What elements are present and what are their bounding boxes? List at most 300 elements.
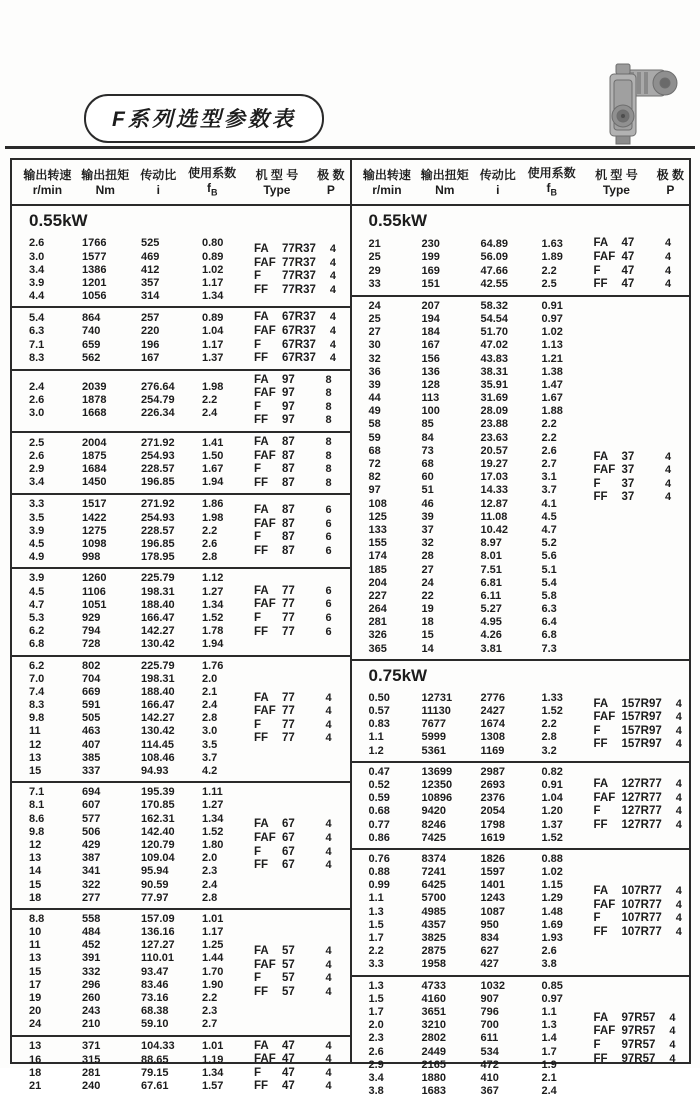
service-factor-value: 2.5 bbox=[541, 277, 557, 290]
ratio-value: 47.02 bbox=[480, 339, 509, 352]
speed-value: 13 bbox=[29, 751, 42, 764]
ratio-value: 79.15 bbox=[141, 1066, 169, 1079]
type-model: 37 bbox=[621, 491, 635, 504]
speed-value: 281 bbox=[368, 616, 387, 629]
torque-value: 1260 bbox=[82, 572, 107, 585]
table-row bbox=[369, 564, 594, 577]
torque-value: 260 bbox=[82, 992, 101, 1005]
poles-value: 8 bbox=[325, 387, 332, 400]
speed-value: 97 bbox=[368, 484, 381, 497]
service-factor-value: 2.7 bbox=[202, 1018, 218, 1031]
ratio-value: 120.79 bbox=[141, 838, 175, 851]
poles-value: 4 bbox=[664, 264, 672, 277]
ratio-value: 178.95 bbox=[141, 551, 175, 564]
ratio-value: 136.16 bbox=[141, 926, 175, 939]
torque-value: 371 bbox=[82, 1040, 101, 1053]
speed-value: 15 bbox=[29, 878, 42, 891]
speed-value: 365 bbox=[368, 642, 387, 655]
column-header-unit: r/min bbox=[372, 183, 402, 198]
speed-value: 12 bbox=[29, 838, 42, 851]
ratio-value: 58.32 bbox=[480, 299, 509, 312]
table-row bbox=[29, 1018, 254, 1031]
poles-value: 4 bbox=[325, 691, 332, 704]
left-table-body bbox=[12, 206, 350, 1097]
speed-value: 59 bbox=[368, 431, 381, 444]
type-row bbox=[594, 792, 700, 806]
type-prefix: FAF bbox=[593, 464, 616, 477]
type-model: 97R57 bbox=[621, 1052, 656, 1065]
speed-value: 6.8 bbox=[29, 638, 45, 651]
ratio-value: 1169 bbox=[480, 744, 505, 757]
table-row bbox=[369, 392, 594, 405]
type-model: 47 bbox=[621, 264, 635, 277]
torque-value: 199 bbox=[421, 251, 440, 264]
speed-value: 39 bbox=[368, 378, 381, 391]
type-model: 97R57 bbox=[621, 1038, 656, 1051]
type-designation bbox=[254, 719, 295, 733]
type-designation bbox=[594, 451, 635, 465]
ratio-value: 23.88 bbox=[480, 418, 509, 431]
type-model: 97R57 bbox=[621, 1025, 656, 1038]
type-model: 87 bbox=[282, 449, 295, 462]
type-prefix: FF bbox=[254, 625, 269, 638]
service-factor-value: 1.52 bbox=[541, 705, 563, 718]
speed-value: 0.50 bbox=[368, 691, 390, 704]
torque-value: 243 bbox=[82, 1005, 101, 1018]
torque-value: 22 bbox=[421, 589, 434, 602]
poles-value: 4 bbox=[675, 738, 682, 751]
type-model: 127R77 bbox=[621, 805, 662, 818]
column-header bbox=[473, 168, 522, 197]
torque-value: 207 bbox=[421, 299, 440, 312]
service-factor-value: 0.97 bbox=[541, 992, 563, 1005]
right-table-body bbox=[352, 206, 690, 1101]
table-row bbox=[369, 603, 594, 616]
type-model: 107R77 bbox=[621, 885, 662, 898]
service-factor-value: 1.04 bbox=[541, 792, 563, 805]
speed-value: 21 bbox=[29, 1079, 42, 1092]
type-row bbox=[594, 1025, 694, 1039]
type-model: 77 bbox=[282, 598, 295, 611]
type-designation bbox=[594, 698, 662, 712]
type-prefix: FA bbox=[254, 1039, 269, 1052]
table-row bbox=[29, 512, 254, 525]
type-row bbox=[254, 450, 350, 464]
speed-value: 25 bbox=[368, 312, 381, 325]
ratio-value: 2693 bbox=[480, 778, 505, 791]
ratio-value: 142.27 bbox=[141, 712, 175, 725]
speed-value: 0.99 bbox=[368, 879, 390, 892]
poles-value: 6 bbox=[325, 517, 332, 530]
torque-value: 169 bbox=[421, 264, 440, 277]
column-header bbox=[183, 166, 242, 199]
type-row bbox=[594, 698, 700, 712]
service-factor-value: 2.6 bbox=[202, 538, 218, 551]
type-row bbox=[594, 725, 700, 739]
type-prefix: F bbox=[254, 463, 262, 476]
poles-value: 4 bbox=[329, 283, 336, 296]
speed-value: 227 bbox=[368, 589, 387, 602]
table-right-column bbox=[352, 160, 690, 1098]
speed-value: 12 bbox=[29, 738, 42, 751]
speed-value: 1.3 bbox=[368, 905, 384, 918]
table-row bbox=[369, 537, 594, 550]
poles-value: 4 bbox=[329, 270, 336, 283]
ratio-value: 796 bbox=[480, 1005, 499, 1018]
ratio-value: 95.94 bbox=[141, 865, 169, 878]
speed-value: 16 bbox=[29, 1053, 42, 1066]
service-factor-value: 2.4 bbox=[541, 1085, 557, 1098]
torque-value: 156 bbox=[421, 352, 440, 365]
poles-value: 4 bbox=[664, 237, 672, 250]
speed-value: 13 bbox=[29, 1040, 42, 1053]
type-model: 47 bbox=[282, 1080, 295, 1093]
torque-value: 194 bbox=[421, 312, 440, 325]
type-designation bbox=[254, 945, 295, 959]
group-values bbox=[12, 437, 254, 490]
ratio-value: 410 bbox=[480, 1071, 499, 1084]
type-row bbox=[594, 478, 690, 492]
ratio-value: 276.64 bbox=[141, 381, 175, 394]
table-row bbox=[369, 980, 594, 993]
speed-value: 3.8 bbox=[368, 1085, 384, 1098]
type-prefix: F bbox=[254, 270, 262, 283]
speed-value: 1.7 bbox=[368, 932, 384, 945]
column-header-unit: Nm bbox=[435, 183, 455, 198]
table-row bbox=[29, 538, 254, 551]
service-factor-value: 1.01 bbox=[202, 912, 224, 925]
ratio-value: 1401 bbox=[480, 879, 505, 892]
service-factor-value: 5.2 bbox=[541, 537, 557, 550]
torque-value: 1880 bbox=[421, 1071, 446, 1084]
type-designation bbox=[594, 237, 635, 251]
torque-value: 10896 bbox=[421, 792, 453, 805]
speed-value: 18 bbox=[29, 891, 42, 904]
type-model: 77 bbox=[282, 691, 295, 704]
ratio-value: 412 bbox=[141, 263, 160, 276]
column-header-name: 机 型 号 bbox=[595, 168, 638, 183]
type-model: 97R57 bbox=[621, 1011, 656, 1024]
torque-value: 85 bbox=[421, 418, 434, 431]
torque-value: 669 bbox=[82, 685, 101, 698]
table-row bbox=[369, 853, 594, 866]
poles-value: 4 bbox=[675, 724, 682, 737]
torque-value: 2004 bbox=[82, 436, 107, 449]
type-model: 47 bbox=[621, 250, 635, 263]
speed-value: 2.3 bbox=[368, 1032, 384, 1045]
type-model: 77R37 bbox=[282, 243, 316, 256]
type-model: 87 bbox=[282, 476, 295, 489]
column-header bbox=[522, 166, 581, 199]
ratio-value: 38.31 bbox=[480, 365, 509, 378]
torque-value: 315 bbox=[82, 1053, 101, 1066]
type-designation bbox=[254, 612, 295, 626]
poles-value: 6 bbox=[325, 504, 332, 517]
service-factor-value: 1.1 bbox=[541, 1005, 557, 1018]
service-factor-value: 4.7 bbox=[541, 523, 557, 536]
ratio-value: 108.46 bbox=[141, 751, 175, 764]
table-row bbox=[29, 251, 254, 264]
service-factor-value: 6.3 bbox=[541, 603, 557, 616]
service-factor-value: 2.6 bbox=[541, 444, 557, 457]
table-row bbox=[369, 616, 594, 629]
column-header-unit: Nm bbox=[95, 183, 115, 198]
group-values bbox=[352, 766, 594, 845]
type-model: 87 bbox=[282, 531, 295, 544]
service-factor-value: 2.3 bbox=[202, 865, 218, 878]
ratio-value: 42.55 bbox=[480, 277, 509, 290]
type-model: 97 bbox=[282, 400, 295, 413]
torque-value: 577 bbox=[82, 812, 101, 825]
table-row bbox=[29, 765, 254, 778]
ratio-value: 20.57 bbox=[480, 444, 509, 457]
type-prefix: FF bbox=[254, 283, 269, 296]
type-designation bbox=[254, 1067, 295, 1081]
title-divider-rule bbox=[5, 146, 695, 149]
service-factor-value: 1.33 bbox=[541, 691, 563, 704]
type-designation bbox=[594, 792, 662, 806]
service-factor-value: 2.3 bbox=[202, 1005, 218, 1018]
speed-value: 204 bbox=[368, 576, 387, 589]
type-designation bbox=[594, 1039, 656, 1053]
torque-value: 7241 bbox=[421, 866, 446, 879]
type-designation bbox=[594, 912, 662, 926]
type-row bbox=[254, 732, 350, 746]
page-title-box bbox=[84, 94, 324, 143]
ratio-value: 93.47 bbox=[141, 965, 169, 978]
service-factor-value: 1.29 bbox=[541, 892, 563, 905]
type-model: 87 bbox=[282, 504, 295, 517]
type-model: 47 bbox=[282, 1039, 295, 1052]
speed-value: 18 bbox=[29, 1066, 42, 1079]
service-factor-value: 1.11 bbox=[202, 786, 223, 799]
speed-value: 24 bbox=[29, 1018, 42, 1031]
type-model: 77 bbox=[282, 584, 295, 597]
service-factor-value: 1.17 bbox=[202, 276, 224, 289]
type-prefix: FAF bbox=[593, 898, 616, 911]
torque-value: 12731 bbox=[421, 691, 453, 704]
type-prefix: FAF bbox=[254, 517, 276, 530]
torque-value: 184 bbox=[421, 326, 440, 339]
type-row bbox=[254, 959, 350, 973]
type-prefix: FAF bbox=[593, 711, 616, 724]
group-types bbox=[594, 698, 700, 752]
torque-value: 391 bbox=[82, 952, 101, 965]
speed-value: 3.4 bbox=[368, 1071, 384, 1084]
group-values bbox=[12, 913, 254, 1032]
table-row bbox=[29, 339, 254, 352]
torque-value: 1422 bbox=[82, 511, 107, 524]
ratio-value: 130.42 bbox=[141, 725, 175, 738]
table-row bbox=[369, 498, 594, 511]
poles-value: 4 bbox=[675, 925, 682, 938]
service-factor-value: 2.2 bbox=[202, 394, 218, 407]
type-row bbox=[594, 1039, 694, 1053]
type-designation bbox=[254, 325, 316, 339]
table-row bbox=[369, 692, 594, 705]
ratio-value: 47.66 bbox=[480, 264, 509, 277]
type-designation bbox=[254, 450, 295, 464]
ratio-value: 188.40 bbox=[141, 685, 175, 698]
service-factor-value: 1.19 bbox=[202, 1053, 224, 1066]
table-row bbox=[369, 643, 594, 656]
speed-value: 3.0 bbox=[29, 250, 45, 263]
service-factor-value: 2.4 bbox=[202, 407, 218, 420]
speed-value: 0.52 bbox=[368, 778, 390, 791]
service-factor-value: 1.90 bbox=[202, 978, 224, 991]
type-prefix: FF bbox=[254, 352, 269, 365]
type-row bbox=[594, 251, 690, 265]
torque-value: 1201 bbox=[82, 276, 107, 289]
type-designation bbox=[254, 531, 295, 545]
torque-value: 1878 bbox=[82, 394, 107, 407]
speed-value: 4.7 bbox=[29, 598, 45, 611]
service-factor-value: 1.27 bbox=[202, 585, 224, 598]
table-row bbox=[369, 313, 594, 326]
type-prefix: FF bbox=[593, 491, 608, 504]
type-row bbox=[254, 1067, 350, 1081]
type-prefix: FA bbox=[593, 1011, 609, 1024]
service-factor-value: 3.2 bbox=[541, 744, 557, 757]
torque-value: 4985 bbox=[421, 905, 446, 918]
service-factor-value: 1.34 bbox=[202, 1066, 224, 1079]
speed-value: 7.4 bbox=[29, 685, 45, 698]
service-factor-value: 1.67 bbox=[202, 463, 224, 476]
poles-value: 4 bbox=[325, 1066, 332, 1079]
group-values bbox=[352, 692, 594, 758]
ratio-value: 12.87 bbox=[480, 497, 509, 510]
speed-value: 0.57 bbox=[368, 705, 390, 718]
parameter-group bbox=[352, 761, 690, 848]
type-prefix: FAF bbox=[254, 387, 276, 400]
ratio-value: 109.04 bbox=[141, 852, 175, 865]
type-row bbox=[254, 1080, 350, 1094]
service-factor-value: 2.2 bbox=[202, 524, 218, 537]
type-row bbox=[254, 477, 350, 491]
service-factor-value: 1.4 bbox=[541, 1032, 557, 1045]
service-factor-value: 2.2 bbox=[541, 418, 557, 431]
poles-value: 8 bbox=[325, 436, 332, 449]
poles-value: 4 bbox=[329, 324, 336, 337]
type-prefix: FAF bbox=[254, 324, 276, 337]
type-row bbox=[254, 352, 354, 366]
torque-value: 240 bbox=[82, 1079, 101, 1092]
type-designation bbox=[594, 1053, 656, 1067]
poles-value: 4 bbox=[325, 845, 332, 858]
service-factor-value: 0.82 bbox=[541, 765, 563, 778]
ratio-value: 1826 bbox=[480, 852, 505, 865]
poles-value: 4 bbox=[329, 338, 336, 351]
type-model: 87 bbox=[282, 436, 295, 449]
ratio-value: 1032 bbox=[480, 979, 505, 992]
type-designation bbox=[594, 778, 662, 792]
type-designation bbox=[254, 1040, 295, 1054]
type-row bbox=[594, 885, 700, 899]
ratio-value: 2054 bbox=[480, 805, 505, 818]
service-factor-value: 0.85 bbox=[541, 979, 563, 992]
table-row bbox=[29, 277, 254, 290]
speed-value: 2.6 bbox=[29, 237, 45, 250]
type-designation bbox=[594, 805, 662, 819]
speed-value: 7.1 bbox=[29, 338, 45, 351]
ratio-value: 166.47 bbox=[141, 699, 175, 712]
type-designation bbox=[254, 270, 316, 284]
type-row bbox=[254, 859, 350, 873]
service-factor-value: 1.02 bbox=[541, 866, 563, 879]
type-prefix: FA bbox=[593, 778, 609, 791]
torque-value: 1668 bbox=[82, 407, 107, 420]
ratio-value: 64.89 bbox=[480, 238, 509, 251]
type-prefix: FAF bbox=[254, 449, 276, 462]
torque-value: 728 bbox=[82, 638, 101, 651]
poles-value: 6 bbox=[325, 625, 332, 638]
service-factor-value: 1.88 bbox=[541, 405, 563, 418]
service-factor-value: 1.17 bbox=[202, 926, 224, 939]
service-factor-value: 1.52 bbox=[541, 831, 563, 844]
column-header-name: 输出扭矩 bbox=[420, 168, 469, 183]
service-factor-value: 5.1 bbox=[541, 563, 557, 576]
table-row bbox=[369, 577, 594, 590]
type-model: 87 bbox=[282, 545, 295, 558]
type-model: 77 bbox=[282, 705, 295, 718]
service-factor-value: 2.0 bbox=[202, 672, 218, 685]
torque-value: 51 bbox=[421, 484, 434, 497]
speed-value: 7.1 bbox=[29, 786, 45, 799]
poles-value: 8 bbox=[325, 449, 332, 462]
service-factor-value: 1.47 bbox=[541, 378, 563, 391]
ratio-value: 130.42 bbox=[141, 638, 175, 651]
torque-value: 2165 bbox=[421, 1058, 446, 1071]
table-row bbox=[369, 238, 594, 251]
service-factor-value: 1.15 bbox=[541, 879, 563, 892]
torque-value: 19 bbox=[421, 603, 434, 616]
type-designation bbox=[254, 818, 295, 832]
speed-value: 125 bbox=[368, 510, 387, 523]
type-designation bbox=[254, 352, 316, 366]
type-row bbox=[254, 339, 354, 353]
table-row bbox=[369, 326, 594, 339]
torque-value: 1517 bbox=[82, 498, 107, 511]
torque-value: 46 bbox=[421, 497, 434, 510]
group-values bbox=[352, 238, 594, 291]
service-factor-value: 5.6 bbox=[541, 550, 557, 563]
poles-value: 4 bbox=[664, 278, 672, 291]
speed-value: 3.9 bbox=[29, 276, 45, 289]
type-designation bbox=[254, 1080, 295, 1094]
type-designation bbox=[254, 832, 295, 846]
column-header bbox=[652, 168, 689, 197]
group-types bbox=[254, 311, 354, 365]
type-prefix: FAF bbox=[593, 250, 616, 263]
type-row bbox=[254, 1040, 350, 1054]
parameter-group bbox=[12, 567, 350, 654]
torque-value: 3825 bbox=[421, 932, 446, 945]
type-designation bbox=[594, 1012, 656, 1026]
parameter-group bbox=[12, 1035, 350, 1097]
torque-value: 694 bbox=[82, 786, 101, 799]
service-factor-value: 3.5 bbox=[202, 738, 218, 751]
torque-value: 281 bbox=[82, 1066, 101, 1079]
group-types bbox=[254, 374, 350, 428]
table-row bbox=[29, 450, 254, 463]
type-model: 47 bbox=[282, 1066, 295, 1079]
type-row bbox=[254, 270, 354, 284]
speed-value: 25 bbox=[368, 251, 381, 264]
speed-value: 10 bbox=[29, 926, 42, 939]
ratio-value: 5.27 bbox=[480, 603, 502, 616]
table-row bbox=[29, 525, 254, 538]
torque-value: 506 bbox=[82, 825, 101, 838]
